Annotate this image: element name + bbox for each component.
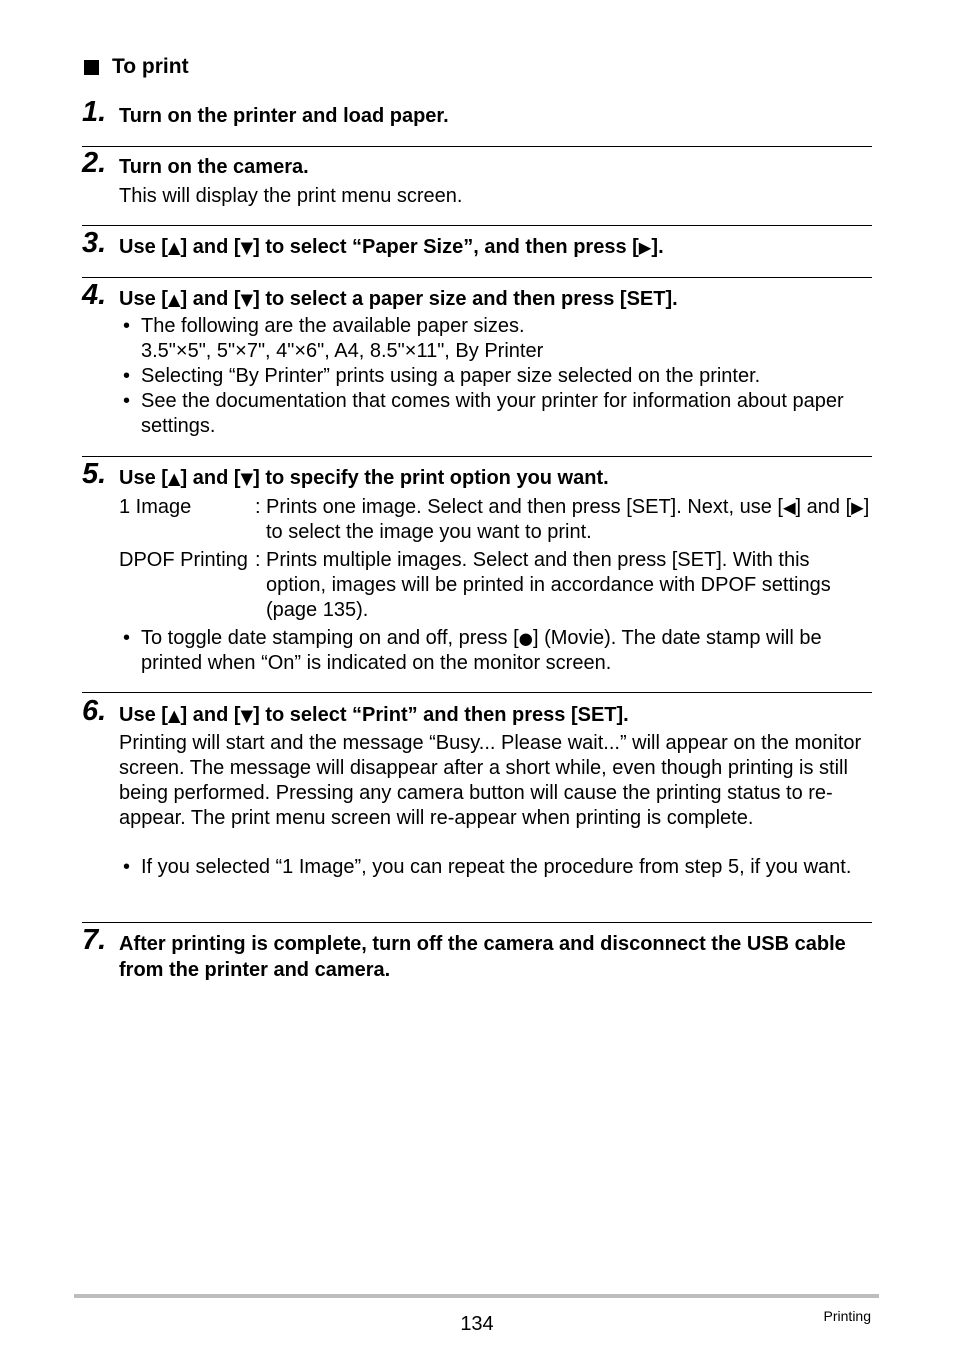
right-arrow-icon: ▶ bbox=[638, 238, 652, 257]
option-dpof-printing: DPOF Printing : Prints multiple images. Select and then press [SET]. With this option, images will be printed in accordance with DPOF settings (page 135). bbox=[119, 548, 872, 623]
right-arrow-icon: ▶ bbox=[851, 498, 864, 517]
up-arrow-icon: ▲ bbox=[167, 706, 181, 725]
step-number: 6. bbox=[82, 695, 107, 727]
bullet-item: • The following are the available paper sizes. 3.5"×5", 5"×7", 4"×6", A4, 8.5"×11", By Printer bbox=[123, 315, 544, 362]
option-label: DPOF Printing bbox=[119, 549, 248, 571]
step-title: Use [▲] and [▼] to specify the print option you want. bbox=[119, 467, 609, 489]
down-arrow-icon: ▼ bbox=[240, 290, 254, 309]
option-description: Prints one image. Select and then press [SET]. Next, use [◀] and [▶] to select the image you want to print. bbox=[266, 496, 870, 543]
step-number: 3. bbox=[82, 227, 107, 259]
bullet-item: • If you selected “1 Image”, you can repeat the procedure from step 5, if you want. bbox=[123, 856, 852, 878]
step-text: Printing will start and the message “Busy... Please wait...” will appear on the monitor screen. The message will disappear after a short while, even though printing is still being performed. Pressing any camera button will cause the printing status to re-appear. The print menu screen will re-appear when printing is complete. bbox=[119, 732, 862, 829]
step-title: Use [▲] and [▼] to select “Print” and then press [SET]. bbox=[119, 704, 629, 726]
step-title: Turn on the printer and load paper. bbox=[119, 105, 449, 127]
step-number: 1. bbox=[82, 96, 107, 128]
step-text: This will display the print menu screen. bbox=[119, 185, 463, 207]
section-title: To print bbox=[112, 55, 189, 78]
option-label: 1 Image bbox=[119, 496, 192, 518]
footer-rule bbox=[74, 1294, 879, 1298]
bullet-item: • To toggle date stamping on and off, press [●] (Movie). The date stamp will be printed when “On” is indicated on the monitor screen. bbox=[123, 627, 822, 674]
bullet-item: • See the documentation that comes with your printer for information about paper settings. bbox=[123, 390, 844, 437]
down-arrow-icon: ▼ bbox=[240, 706, 254, 725]
option-1-image: 1 Image : Prints one image. Select and then press [SET]. Next, use [◀] and [▶] to select the image you want to print. bbox=[119, 495, 872, 545]
down-arrow-icon: ▼ bbox=[240, 238, 254, 257]
footer-section-label: Printing bbox=[823, 1308, 871, 1324]
paper-sizes: 3.5"×5", 5"×7", 4"×6", A4, 8.5"×11", By Printer bbox=[141, 340, 544, 362]
step-title: Use [▲] and [▼] to select a paper size and then press [SET]. bbox=[119, 288, 678, 310]
divider bbox=[82, 692, 872, 693]
up-arrow-icon: ▲ bbox=[167, 238, 181, 257]
left-arrow-icon: ◀ bbox=[782, 498, 796, 517]
step-number: 7. bbox=[82, 924, 107, 956]
step-number: 4. bbox=[82, 279, 107, 311]
down-arrow-icon: ▼ bbox=[240, 469, 254, 488]
step-title: After printing is complete, turn off the camera and disconnect the USB cable from the printer and camera. bbox=[119, 933, 846, 981]
up-arrow-icon: ▲ bbox=[167, 290, 181, 309]
divider bbox=[82, 922, 872, 923]
divider bbox=[82, 225, 872, 226]
black-square-icon bbox=[84, 60, 99, 75]
option-description: Prints multiple images. Select and then press [SET]. With this option, images will be printed in accordance with DPOF settings (page 135). bbox=[266, 549, 831, 621]
up-arrow-icon: ▲ bbox=[167, 469, 181, 488]
divider bbox=[82, 277, 872, 278]
movie-button-icon: ● bbox=[518, 629, 533, 648]
divider bbox=[82, 456, 872, 457]
page-number: 134 bbox=[460, 1313, 494, 1335]
step-number: 5. bbox=[82, 458, 107, 490]
bullet-item: • Selecting “By Printer” prints using a paper size selected on the printer. bbox=[123, 365, 761, 387]
divider bbox=[82, 146, 872, 147]
section-heading bbox=[84, 53, 189, 81]
step-title: Turn on the camera. bbox=[119, 156, 309, 178]
step-title: Use [▲] and [▼] to select “Paper Size”, and then press [▶]. bbox=[119, 236, 664, 258]
step-number: 2. bbox=[82, 147, 107, 179]
